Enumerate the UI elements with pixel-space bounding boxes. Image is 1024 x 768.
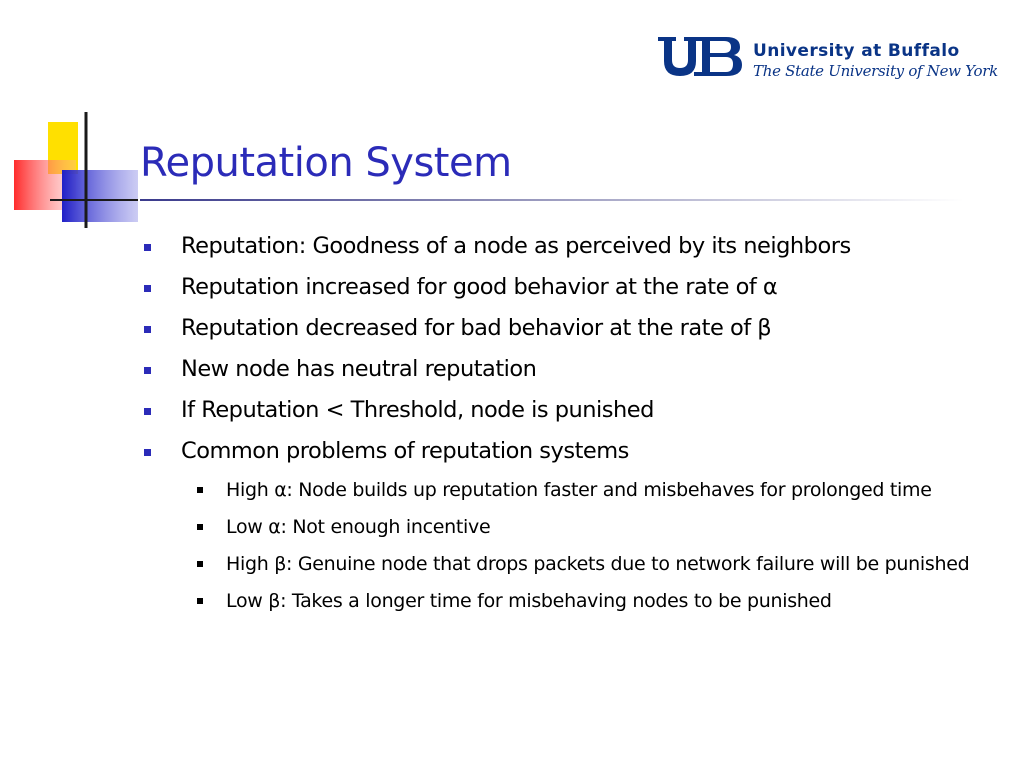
bullet-item — [140, 437, 1000, 465]
bullet-square-icon — [144, 285, 151, 292]
sub-bullet-text: Low α: Not enough incentive — [226, 516, 491, 538]
bullet-square-icon — [144, 367, 151, 374]
bullet-item — [140, 355, 1000, 383]
sub-bullet-square-icon — [197, 561, 203, 567]
sub-bullet-text: High β: Genuine node that drops packets due to network failure will be punished — [226, 553, 970, 575]
bullet-text: If Reputation < Threshold, node is punished — [181, 397, 654, 423]
sub-bullet-square-icon — [197, 487, 203, 493]
bullet-item — [140, 232, 1000, 260]
corner-decoration — [0, 0, 140, 240]
bullet-square-icon — [144, 326, 151, 333]
logo-tagline: The State University of New York — [753, 62, 998, 80]
title-divider — [140, 199, 964, 201]
sub-bullet-text: High α: Node builds up reputation faster and misbehaves for prolonged time — [226, 479, 932, 501]
sub-bullet-item — [140, 549, 971, 579]
bullet-list — [140, 232, 1000, 623]
sub-bullet-text: Low β: Takes a longer time for misbehaving nodes to be punished — [226, 590, 832, 612]
deco-blue-square — [62, 170, 138, 222]
university-logo — [656, 32, 998, 88]
sub-bullet-list — [140, 475, 1000, 616]
bullet-square-icon — [144, 408, 151, 415]
bullet-item — [140, 273, 1000, 301]
sub-bullet-item — [140, 586, 971, 616]
bullet-text: Reputation increased for good behavior at the rate of α — [181, 274, 778, 300]
bullet-square-icon — [144, 244, 151, 251]
sub-bullet-item — [140, 475, 971, 505]
logo-university-name: University at Buffalo — [753, 41, 960, 61]
sub-bullet-square-icon — [197, 524, 203, 530]
ub-monogram-icon — [656, 34, 744, 78]
bullet-text: New node has neutral reputation — [181, 356, 537, 382]
sub-bullet-item — [140, 512, 971, 542]
slide-title: Reputation System — [140, 140, 512, 186]
bullet-item — [140, 396, 1000, 424]
sub-bullet-square-icon — [197, 598, 203, 604]
bullet-text: Common problems of reputation systems — [181, 438, 629, 464]
bullet-text: Reputation decreased for bad behavior at the rate of β — [181, 315, 772, 341]
bullet-text: Reputation: Goodness of a node as perceived by its neighbors — [181, 233, 851, 259]
sub-bullet-group — [140, 475, 1000, 616]
bullet-square-icon — [144, 449, 151, 456]
bullet-item — [140, 314, 1000, 342]
